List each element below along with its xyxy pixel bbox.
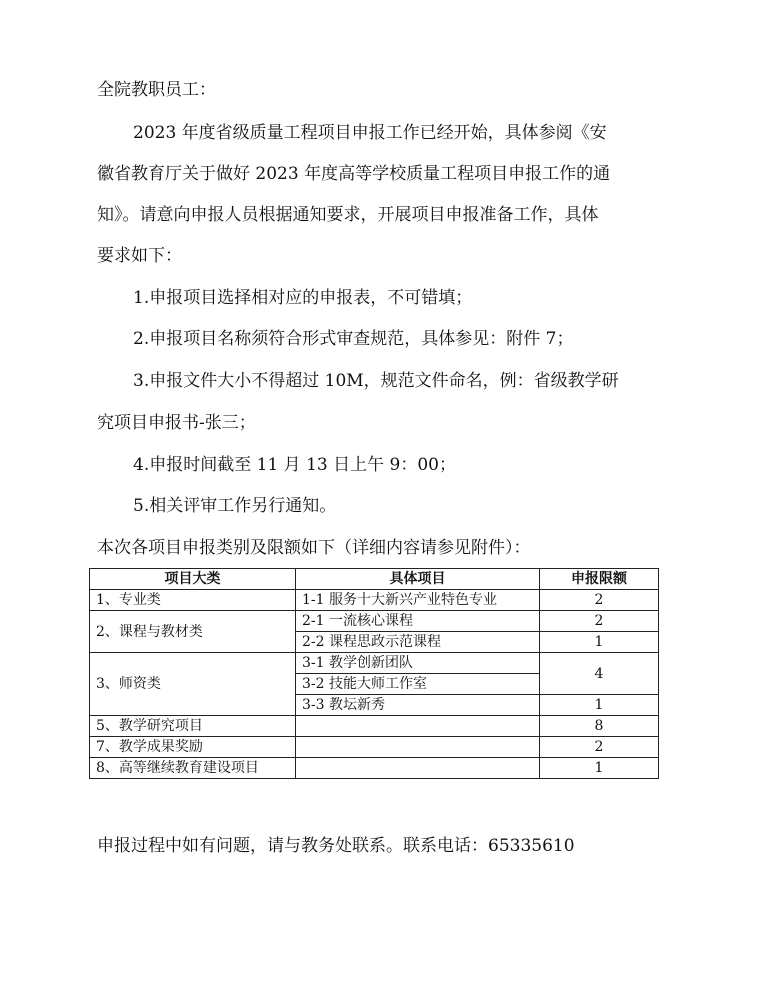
category-cell: 5、教学研究项目 bbox=[90, 716, 296, 737]
category-cell: 3、师资类 bbox=[90, 653, 296, 716]
table-header-row bbox=[90, 569, 659, 590]
category-cell: 8、高等继续教育建设项目 bbox=[90, 758, 296, 779]
item-cell-empty bbox=[296, 737, 540, 758]
quota-cell: 4 bbox=[540, 653, 659, 695]
table-row bbox=[90, 611, 659, 632]
item-cell-empty bbox=[296, 758, 540, 779]
category-cell: 7、教学成果奖励 bbox=[90, 737, 296, 758]
quota-table-wrapper bbox=[89, 568, 658, 779]
quota-cell: 2 bbox=[540, 737, 659, 758]
quota-cell: 2 bbox=[540, 611, 659, 632]
quota-cell: 1 bbox=[540, 695, 659, 716]
table-row bbox=[90, 716, 659, 737]
header-category: 项目大类 bbox=[90, 569, 296, 590]
requirement-item-2: 2.申报项目名称须符合形式审查规范，具体参见：附件 7； bbox=[133, 329, 574, 349]
header-quota: 申报限额 bbox=[540, 569, 659, 590]
intro-line-4: 要求如下： bbox=[97, 246, 182, 266]
quota-cell: 1 bbox=[540, 758, 659, 779]
intro-line-1: 2023 年度省级质量工程项目申报工作已经开始，具体参阅《安 bbox=[133, 123, 607, 143]
quota-cell: 8 bbox=[540, 716, 659, 737]
quota-table bbox=[89, 568, 659, 779]
item-cell: 2-1 一流核心课程 bbox=[296, 611, 540, 632]
item-cell-empty bbox=[296, 716, 540, 737]
requirement-item-3-line-2: 究项目申报书-张三； bbox=[97, 413, 256, 433]
requirement-item-3-line-1: 3.申报文件大小不得超过 10M，规范文件命名，例：省级教学研 bbox=[133, 371, 619, 391]
table-row bbox=[90, 737, 659, 758]
table-intro: 本次各项目申报类别及限额如下（详细内容请参见附件）： bbox=[97, 538, 531, 558]
quota-cell: 2 bbox=[540, 590, 659, 611]
item-cell: 3-2 技能大师工作室 bbox=[296, 674, 540, 695]
item-cell: 1-1 服务十大新兴产业特色专业 bbox=[296, 590, 540, 611]
requirement-item-5: 5.相关评审工作另行通知。 bbox=[133, 496, 337, 516]
item-cell: 3-3 教坛新秀 bbox=[296, 695, 540, 716]
requirement-item-4: 4.申报时间截至 11 月 13 日上午 9：00； bbox=[133, 455, 456, 475]
intro-line-3: 知》。请意向申报人员根据通知要求，开展项目申报准备工作，具体 bbox=[97, 205, 599, 225]
category-cell: 1、专业类 bbox=[90, 590, 296, 611]
requirement-item-1: 1.申报项目选择相对应的申报表，不可错填； bbox=[133, 288, 473, 308]
table-row bbox=[90, 653, 659, 674]
salutation: 全院教职员工： bbox=[97, 80, 216, 100]
item-cell: 3-1 教学创新团队 bbox=[296, 653, 540, 674]
table-row bbox=[90, 758, 659, 779]
category-cell: 2、课程与教材类 bbox=[90, 611, 296, 653]
table-row bbox=[90, 590, 659, 611]
intro-line-2: 徽省教育厅关于做好 2023 年度高等学校质量工程项目申报工作的通 bbox=[97, 164, 611, 184]
item-cell: 2-2 课程思政示范课程 bbox=[296, 632, 540, 653]
header-item: 具体项目 bbox=[296, 569, 540, 590]
quota-cell: 1 bbox=[540, 632, 659, 653]
contact-line: 申报过程中如有问题，请与教务处联系。联系电话：65335610 bbox=[97, 836, 575, 856]
